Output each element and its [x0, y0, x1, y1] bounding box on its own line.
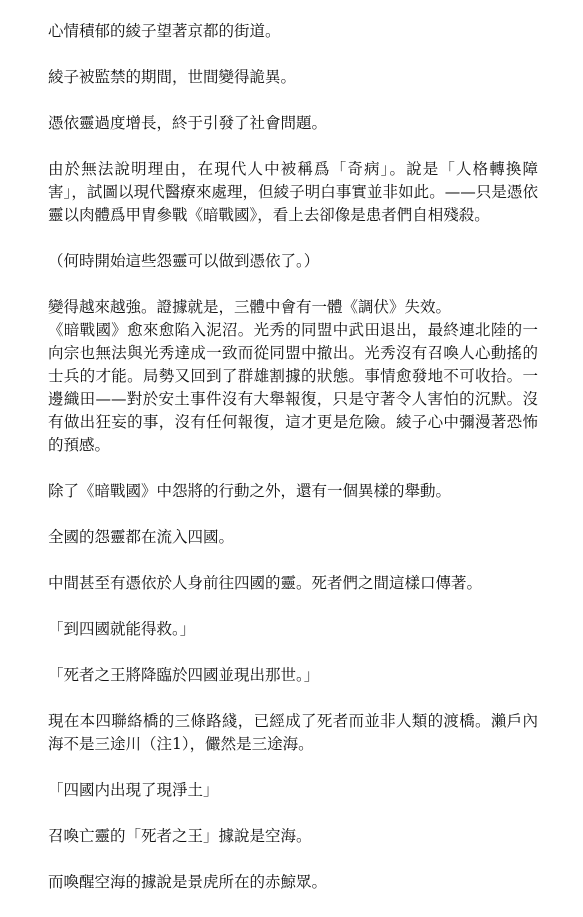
paragraph-4: 由於無法說明理由，在現代人中被稱爲「奇病」。說是「人格轉換障害」，試圖以現代醫療來處理，但綾子明白事實並非如此。——只是憑依靈以肉體爲甲胄參戰《暗戰國》，看上去卻像是患者們自相殘殺。: [48, 160, 538, 224]
paragraph-9: 全國的怨靈都在流入四國。: [48, 528, 235, 546]
paragraph-14: 「四國内出現了現淨土」: [48, 781, 219, 799]
paragraph-1: 心情積郁的綾子望著京都的街道。: [48, 22, 281, 40]
paragraph-13: 現在本四聯絡橋的三條路綫，已經成了死者而並非人類的渡橋。瀨戶內海不是三途川（注1），儼然是三途海。: [48, 712, 538, 753]
paragraph-3: 憑依靈過度增長，終于引發了社會問題。: [48, 114, 328, 132]
paragraph-8: 除了《暗戰國》中怨將的行動之外，還有一個異樣的舉動。: [48, 482, 452, 500]
paragraph-10: 中間甚至有憑依於人身前往四國的靈。死者們之間這樣口傳著。: [48, 574, 483, 592]
paragraph-7: 《暗戰國》愈來愈陷入泥沼。光秀的同盟中武田退出，最終連北陸的一向宗也無法與光秀達成一致而從同盟中撤出。光秀沒有召喚人心動搖的士兵的才能。局勢又回到了群雄割據的狀態。事情愈發地不可收拾。一邊織田——對於安土事件沒有大舉報復，只是守著令人害怕的沉默。沒有做出狂妄的事，沒有任何報復，這才更是危險。綾子心中彌漫著恐怖的預感。: [48, 321, 538, 454]
paragraph-5: （何時開始這些怨靈可以做到憑依了。）: [48, 252, 320, 270]
paragraph-12: 「死者之王將降臨於四國並現出那世。」: [48, 666, 320, 684]
paragraph-11: 「到四國就能得救。」: [48, 620, 196, 638]
paragraph-2: 綾子被監禁的期間，世間變得詭異。: [48, 68, 297, 86]
paragraph-16: 而喚醒空海的據說是景虎所在的赤鯨眾。: [48, 873, 328, 891]
paragraph-6: 變得越來越強。證據就是，三體中會有一體《調伏》失效。: [48, 298, 452, 316]
document-page: [48, 20, 538, 917]
paragraph-15: 召喚亡靈的「死者之王」據說是空海。: [48, 827, 312, 845]
